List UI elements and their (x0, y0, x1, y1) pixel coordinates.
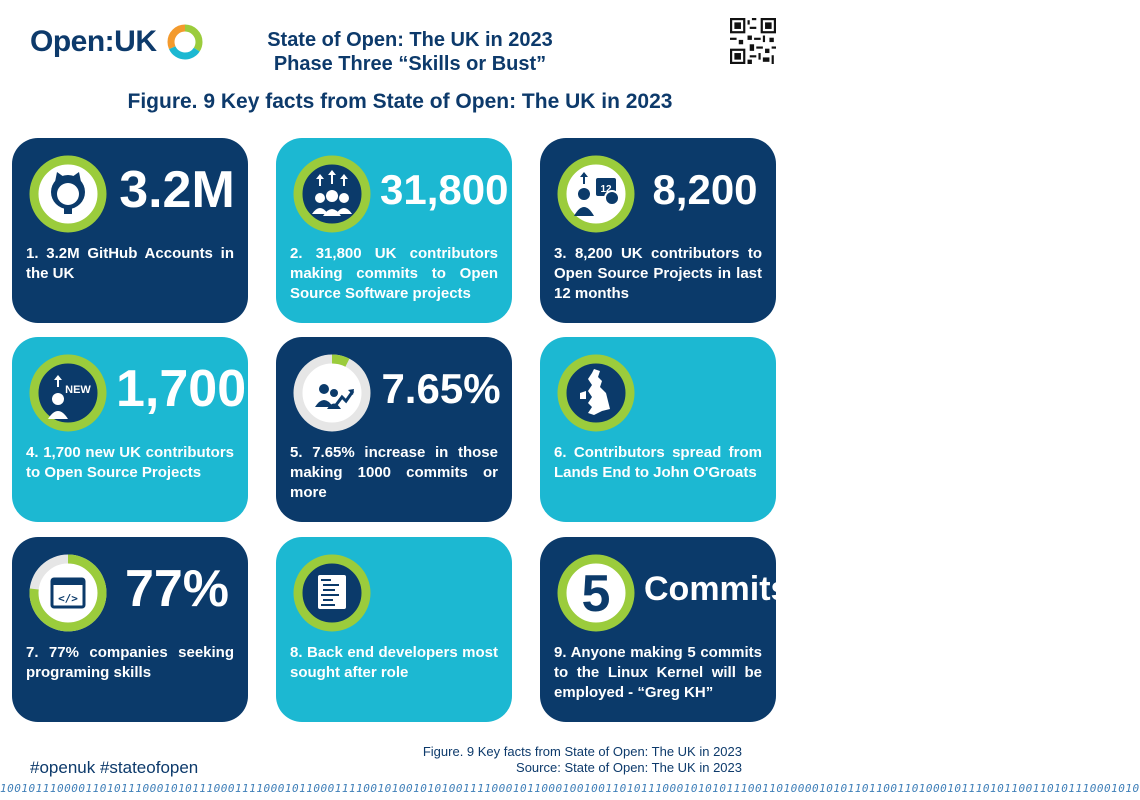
stat-value: 3.2M (119, 161, 235, 219)
fact-card-programming-skills (12, 537, 248, 722)
fact-card-last-12-months (540, 138, 776, 323)
fact-card-uk-spread (540, 337, 776, 522)
caption-line-2: Source: State of Open: The UK in 2023 (516, 760, 742, 775)
stat-value: 77% (124, 560, 230, 618)
openuk-logo (30, 22, 205, 62)
fact-text: 1. 3.2M GitHub Accounts in the UK (26, 245, 234, 282)
svg-text:NEW: NEW (65, 384, 91, 396)
stat-value: 7.65% (381, 365, 501, 412)
code-window-icon (26, 551, 110, 635)
openuk-ring-icon (165, 22, 205, 62)
svg-text:</>: </> (58, 592, 78, 605)
qr-code-icon[interactable] (730, 18, 776, 64)
fact-card-backend-developers (276, 537, 512, 722)
stat-number: 5 (581, 565, 611, 623)
new-person-icon (26, 351, 110, 435)
stat-value: Commits (644, 570, 790, 608)
fact-card-commit-increase (276, 337, 512, 522)
fact-text: 8. Back end developers most sought after role (290, 644, 498, 681)
logo-text: Open:UK (30, 25, 157, 58)
stat-value: 8,200 (652, 166, 758, 213)
page-heading (210, 28, 610, 76)
person-calendar-icon (554, 152, 638, 236)
figure-title: Figure. 9 Key facts from State of Open: The UK in 2023 (127, 90, 673, 113)
caption-line-1: Figure. 9 Key facts from State of Open: The UK in 2023 (422, 744, 742, 759)
fact-text: 7. 77% companies seeking programing skills (26, 644, 234, 681)
binary-decoration: 1001011100001101011100010101110001111000101100011110010100101010011110001011000100100110101110001010101110011010000101011011001101000101110101100110101110001010 (0, 782, 1140, 795)
hashtags: #openuk #stateofopen (30, 758, 199, 777)
github-icon (26, 152, 110, 236)
group-upload-icon (290, 152, 374, 236)
fact-card-github (12, 138, 248, 323)
figure-caption (423, 744, 742, 776)
fact-card-linux-commits (540, 537, 790, 722)
heading-line-2: Phase Three “Skills or Bust” (273, 53, 547, 75)
fact-card-uk-contributors (276, 138, 512, 323)
heading-line-1: State of Open: The UK in 2023 (267, 29, 553, 51)
fact-text: 6. Contributors spread from Lands End to John O'Groats (554, 444, 762, 481)
fact-text: 4. 1,700 new UK contributors to Open Source Projects (26, 444, 234, 481)
fact-card-new-contributors (12, 337, 248, 522)
growth-people-icon (290, 351, 374, 435)
svg-text:12: 12 (600, 184, 612, 195)
fact-text: 3. 8,200 UK contributors to Open Source Projects in last 12 months (554, 245, 762, 302)
uk-map-icon (554, 351, 638, 435)
fact-text: 9. Anyone making 5 commits to the Linux Kernel will be employed - “Greg KH” (554, 644, 762, 701)
fact-text: 2. 31,800 UK contributors making commits to Open Source Software projects (290, 245, 498, 302)
number-five-icon (554, 551, 638, 635)
stat-value: 1,700 (116, 360, 247, 418)
code-document-icon (290, 551, 374, 635)
fact-text: 5. 7.65% increase in those making 1000 commits or more (290, 444, 498, 501)
stat-value: 31,800 (380, 166, 509, 213)
